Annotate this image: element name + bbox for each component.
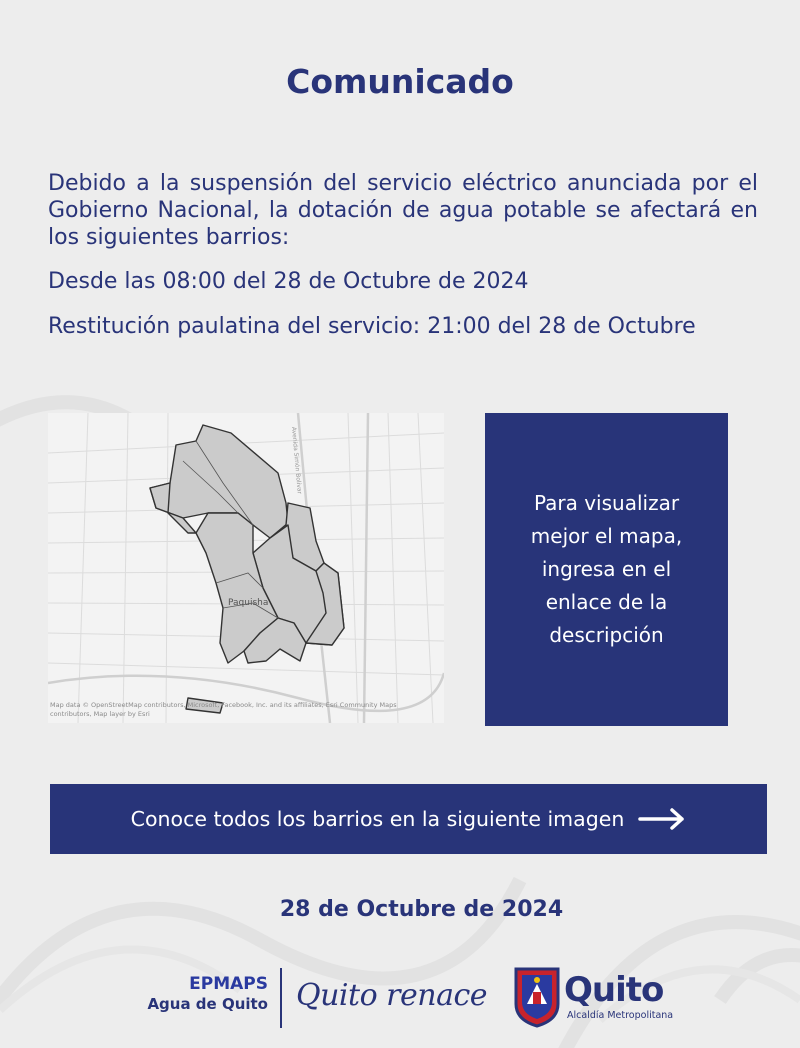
restore-time-text: Restitución paulatina del servicio: 21:00 del 28 de Octubre [48, 314, 696, 339]
epmaps-name: EPMAPS [189, 974, 268, 994]
map-info-box [485, 413, 728, 726]
page-title: Comunicado [286, 62, 514, 101]
see-all-neighborhoods-banner[interactable] [50, 784, 767, 854]
map-place-label: Paquisha [228, 598, 269, 608]
map-attribution: Map data © OpenStreetMap contributors, Microsoft, Facebook, Inc. and its affiliates, Esri Community Maps contributors, Map layer by Esri [50, 701, 397, 718]
arrow-right-icon [638, 808, 686, 830]
map-graphic [48, 413, 444, 723]
start-time-text: Desde las 08:00 del 28 de Octubre de 2024 [48, 269, 529, 294]
footer-divider [280, 968, 282, 1028]
epmaps-subtitle: Agua de Quito [147, 995, 268, 1013]
affected-area-map [48, 413, 444, 723]
notice-paragraph: Debido a la suspensión del servicio eléctrico anunciada por el Gobierno Nacional, la dotación de agua potable se afectará en los siguientes barrios: [48, 171, 758, 250]
banner-label: Conoce todos los barrios en la siguiente imagen [130, 807, 625, 831]
quito-shield-icon [513, 966, 561, 1028]
quito-renace-slogan: Quito renace [296, 978, 488, 1013]
map-info-text: Para visualizar mejor el mapa, ingresa en el enlace de la descripción [530, 491, 683, 647]
quito-subtitle: Alcaldía Metropolitana [567, 1010, 674, 1021]
epmaps-logo [132, 974, 268, 1014]
notice-date: 28 de Octubre de 2024 [279, 897, 564, 922]
quito-wordmark: Quito [564, 970, 664, 1010]
footer-logos [0, 960, 800, 1040]
svg-text:Avenida Simón Bolívar: Avenida Simón Bolívar [290, 426, 303, 495]
